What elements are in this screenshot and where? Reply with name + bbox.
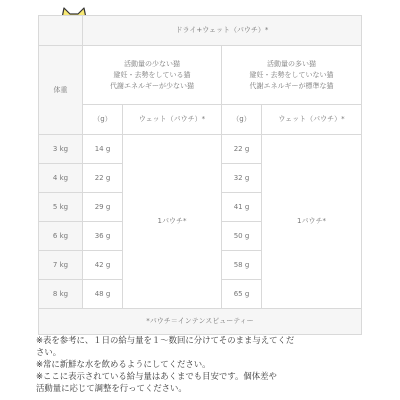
dry-amount-high: 58 g: [222, 251, 262, 280]
group-high-line-1: 活動量の多い猫: [267, 59, 316, 68]
weight-cell: 3 kg: [39, 135, 83, 164]
feeding-notes: [36, 334, 398, 394]
group-high-line-2: 避妊・去勢をしていない猫: [249, 70, 334, 79]
dry-amount-low: 36 g: [83, 222, 123, 251]
weight-cell: 6 kg: [39, 222, 83, 251]
feeding-amount-table: [38, 15, 362, 335]
header-wet-low: ウェット（パウチ）*: [123, 105, 222, 135]
header-unit-g-high: （g）: [222, 105, 262, 135]
weight-cell: 7 kg: [39, 251, 83, 280]
note-line: ※ここに表示されている給与量はあくまでも目安です。個体差や: [36, 371, 277, 381]
table-row: [39, 135, 362, 164]
table-corner-cell: [39, 16, 83, 46]
table-footnote: *パウチ＝インテンスビューティー: [39, 309, 362, 335]
dry-amount-low: 14 g: [83, 135, 123, 164]
dry-amount-high: 65 g: [222, 280, 262, 309]
wet-pouch-low: 1パウチ*: [123, 135, 222, 309]
dry-amount-low: 48 g: [83, 280, 123, 309]
header-group-low-activity: [83, 46, 222, 105]
wet-pouch-high: 1パウチ*: [262, 135, 362, 309]
weight-cell: 5 kg: [39, 193, 83, 222]
header-unit-g-low: （g）: [83, 105, 123, 135]
note-line: さい。: [36, 347, 62, 357]
group-high-line-3: 代謝エネルギーが標準な猫: [249, 81, 334, 90]
dry-amount-low: 29 g: [83, 193, 123, 222]
dry-amount-high: 41 g: [222, 193, 262, 222]
header-wet-high: ウェット（パウチ）*: [262, 105, 362, 135]
dry-amount-low: 22 g: [83, 164, 123, 193]
group-low-line-2: 避妊・去勢をしている猫: [113, 70, 191, 79]
dry-amount-high: 22 g: [222, 135, 262, 164]
weight-cell: 8 kg: [39, 280, 83, 309]
note-line: 活動量に応じて調整を行ってください。: [36, 383, 187, 393]
group-low-line-1: 活動量の少ない猫: [124, 59, 180, 68]
feeding-table-container: [38, 15, 361, 325]
note-line: ※常に新鮮な水を飲めるようにしてください。: [36, 359, 211, 369]
note-line: ※表を参考に、１日の給与量を１〜数回に分けてそのまま与えてくだ: [36, 335, 295, 345]
group-low-line-3: 代謝エネルギーが少ない猫: [110, 81, 194, 90]
header-dry-wet: ドライ+ウェット（パウチ）*: [83, 16, 362, 46]
weight-cell: 4 kg: [39, 164, 83, 193]
dry-amount-high: 50 g: [222, 222, 262, 251]
header-group-high-activity: [222, 46, 362, 105]
dry-amount-high: 32 g: [222, 164, 262, 193]
dry-amount-low: 42 g: [83, 251, 123, 280]
header-weight: 体重: [39, 46, 83, 135]
